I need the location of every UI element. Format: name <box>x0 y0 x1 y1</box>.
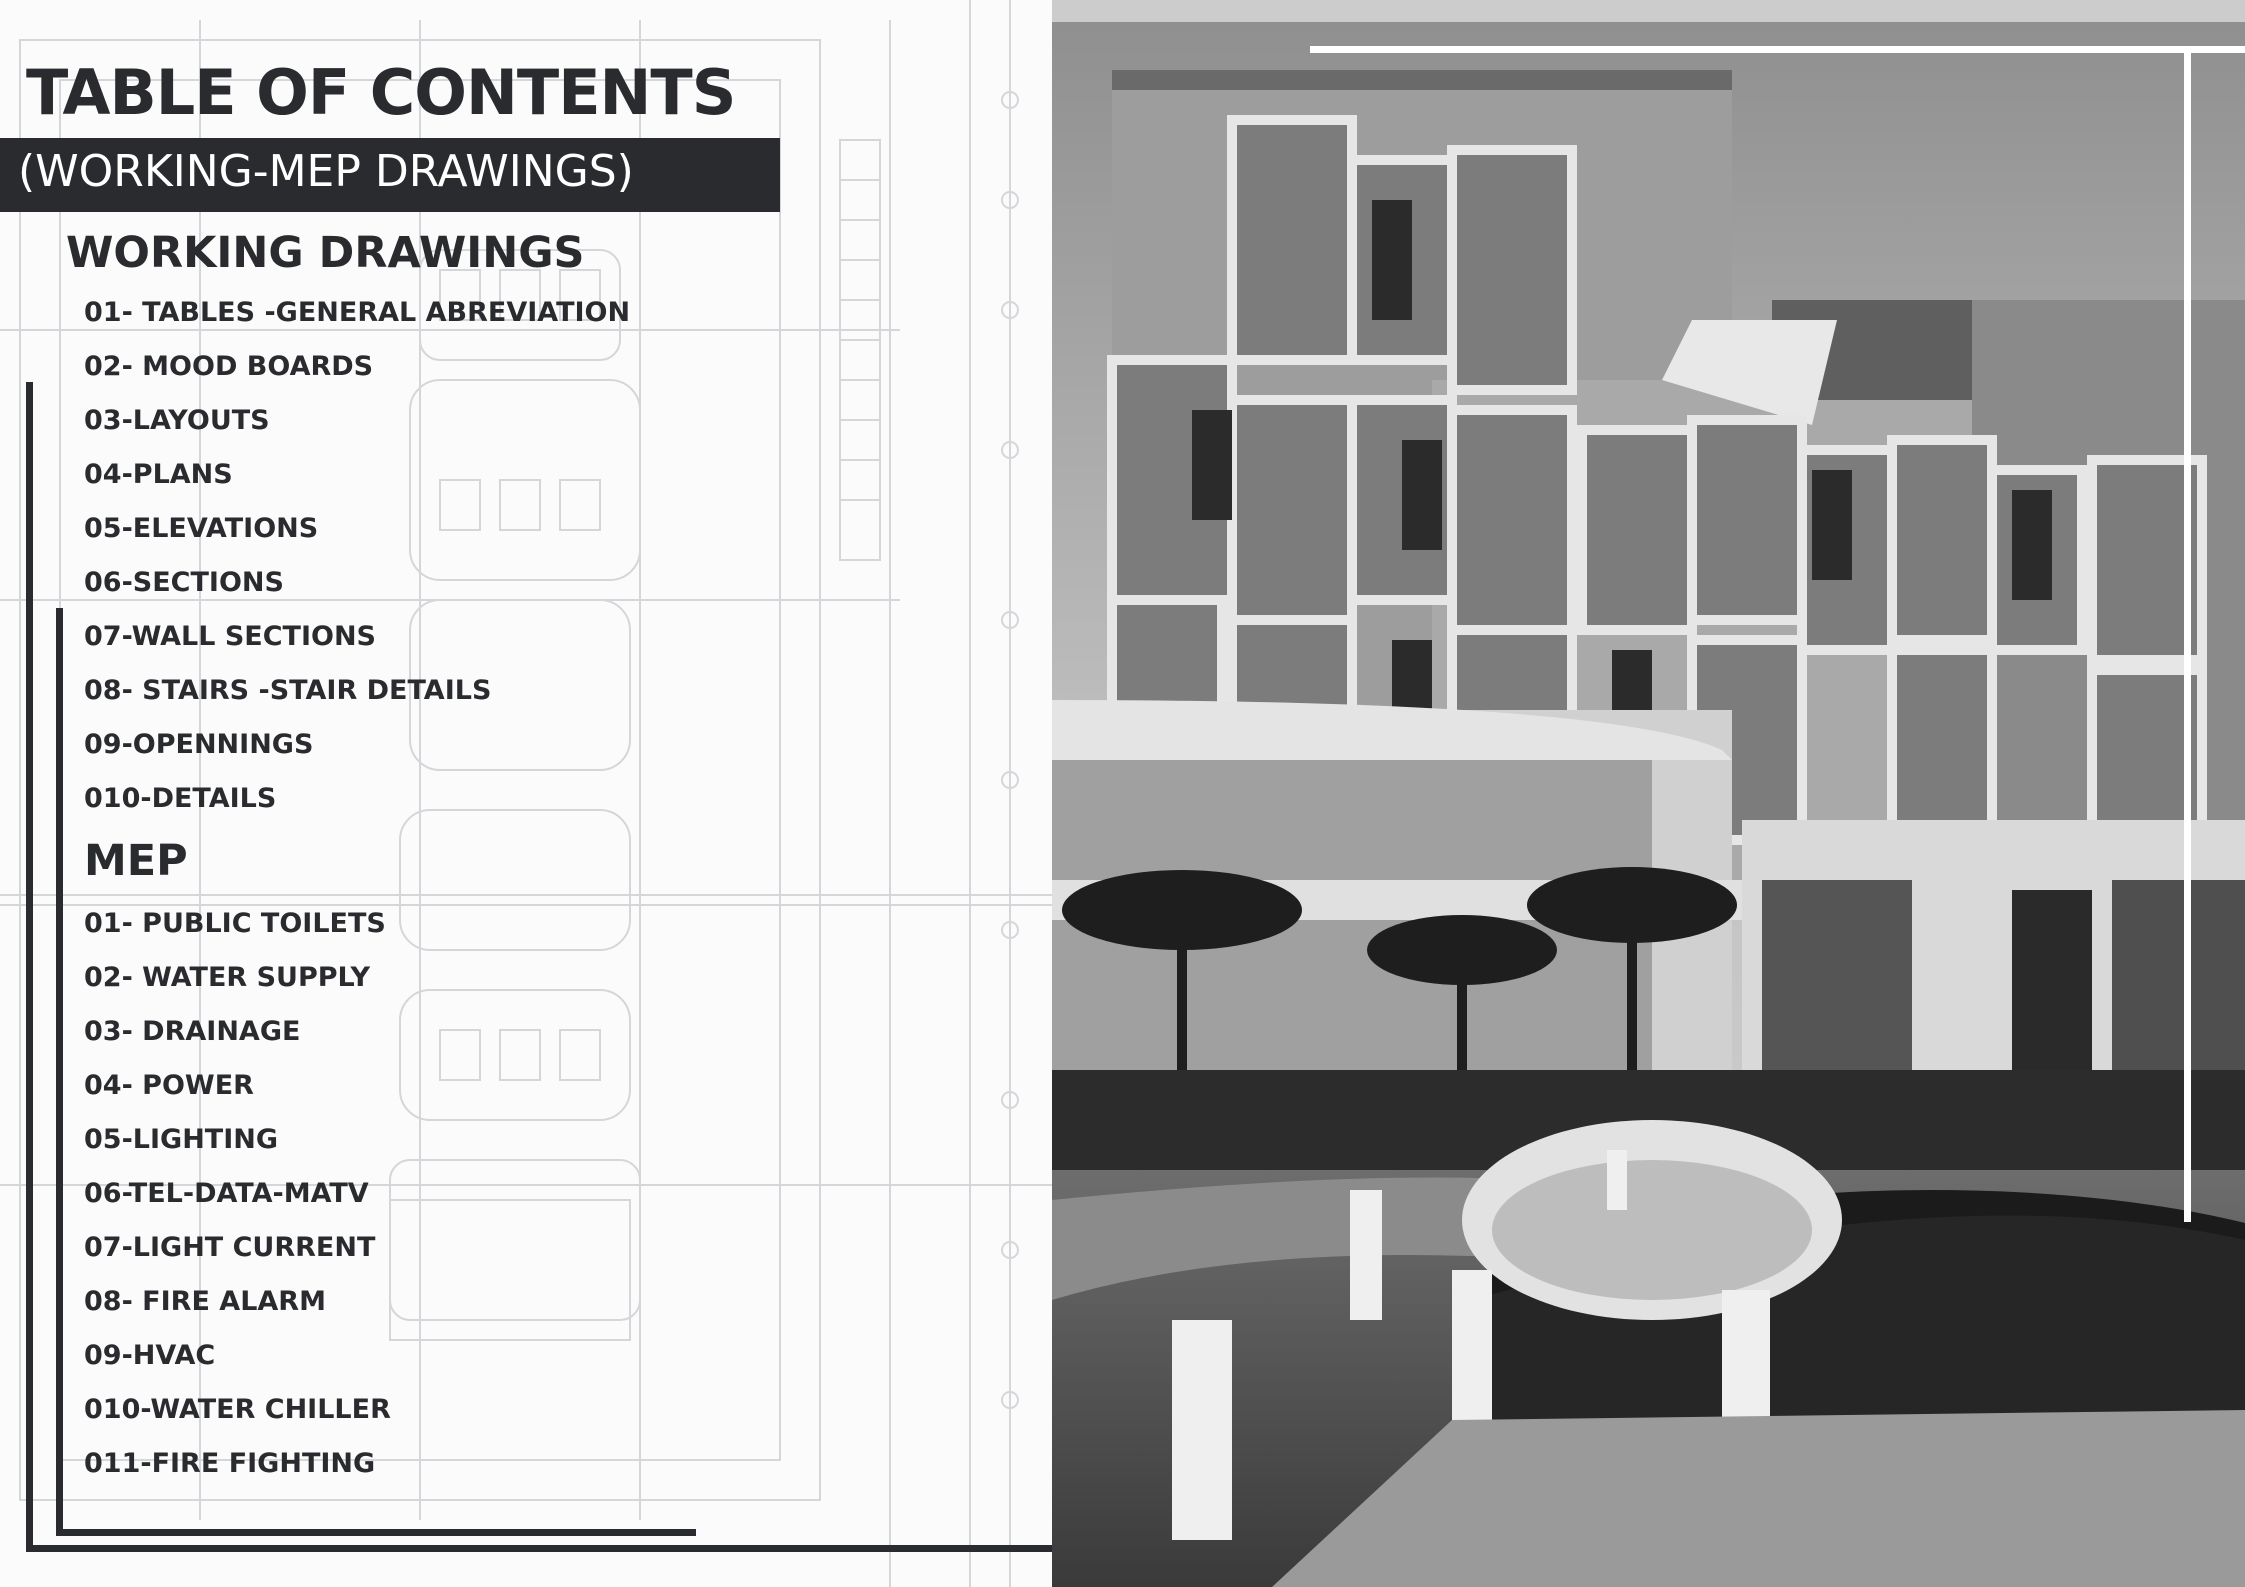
toc-item: 010-DETAILS <box>84 783 277 814</box>
frame-line-inner-horizontal <box>56 1529 696 1536</box>
page-title: TABLE OF CONTENTS <box>26 56 736 129</box>
toc-item: 05-LIGHTING <box>84 1124 279 1155</box>
toc-item: 04-PLANS <box>84 459 233 490</box>
toc-item: 06-SECTIONS <box>84 567 284 598</box>
mep-heading: MEP <box>84 836 188 886</box>
toc-item: 09-HVAC <box>84 1340 216 1371</box>
toc-item: 09-OPENNINGS <box>84 729 314 760</box>
toc-item: 07-LIGHT CURRENT <box>84 1232 376 1263</box>
toc-item: 010-WATER CHILLER <box>84 1394 391 1425</box>
working-drawings-heading: WORKING DRAWINGS <box>66 228 585 278</box>
toc-item: 01- PUBLIC TOILETS <box>84 908 386 939</box>
frame-line-inner-vertical <box>56 608 63 1536</box>
toc-item: 05-ELEVATIONS <box>84 513 319 544</box>
toc-item: 02- MOOD BOARDS <box>84 351 374 382</box>
frame-line-outer-vertical <box>26 382 33 1552</box>
toc-item: 01- TABLES -GENERAL ABREVIATION <box>84 297 631 328</box>
toc-item: 08- STAIRS -STAIR DETAILS <box>84 675 492 706</box>
toc-item: 011-FIRE FIGHTING <box>84 1448 376 1479</box>
toc-item: 08- FIRE ALARM <box>84 1286 326 1317</box>
toc-item: 03-LAYOUTS <box>84 405 270 436</box>
toc-item: 04- POWER <box>84 1070 254 1101</box>
toc-item: 07-WALL SECTIONS <box>84 621 377 652</box>
toc-item: 06-TEL-DATA-MATV <box>84 1178 369 1209</box>
toc-item: 03- DRAINAGE <box>84 1016 301 1047</box>
building-render-photo <box>1052 0 2245 1587</box>
page-subtitle: (WORKING-MEP DRAWINGS) <box>18 146 634 197</box>
frame-line-outer-horizontal <box>26 1545 1052 1552</box>
toc-item: 02- WATER SUPPLY <box>84 962 371 993</box>
